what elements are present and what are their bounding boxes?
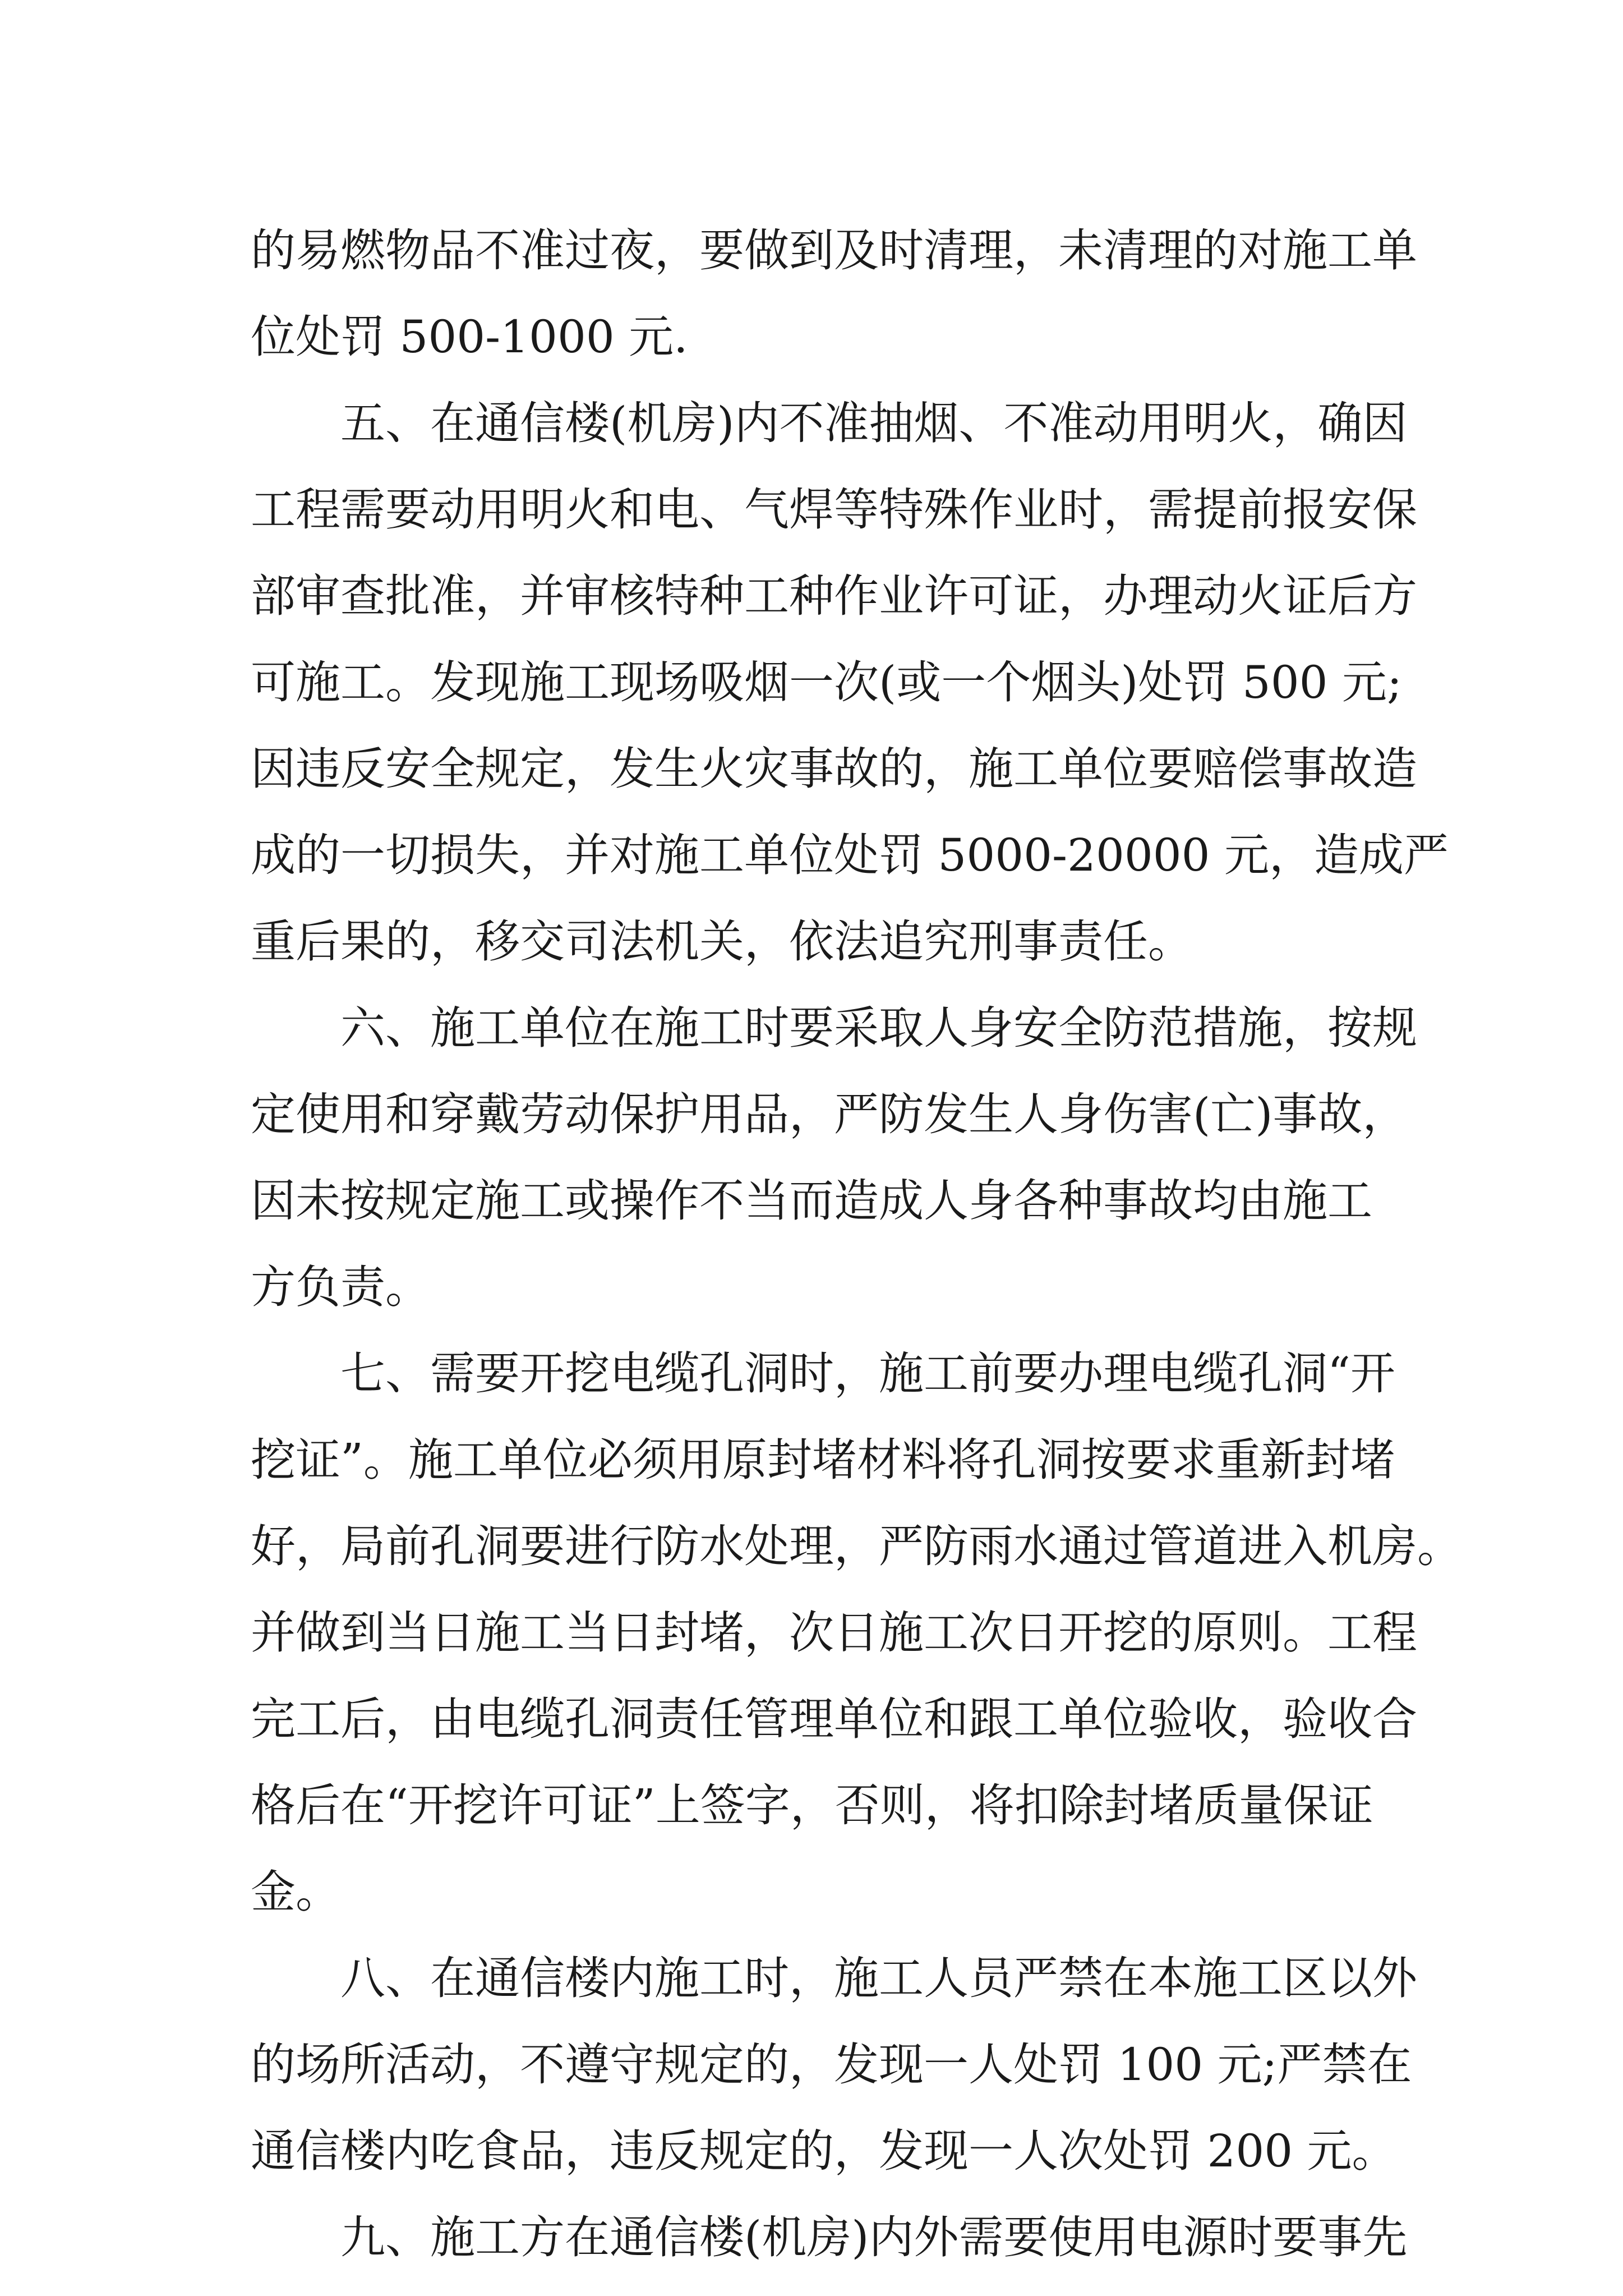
text-line: 挖证”。施工单位必须用原封堵材料将孔洞按要求重新封堵 bbox=[251, 1434, 1395, 1486]
paragraph-8-start: 八、在通信楼内施工时，施工人员严禁在本施工区以外 bbox=[340, 1952, 1417, 2004]
text-line: 金。 bbox=[251, 1866, 340, 1918]
text-line: 部审查批准，并审核特种工种作业许可证，办理动火证后方 bbox=[251, 570, 1417, 622]
text-line: 并做到当日施工当日封堵，次日施工次日开挖的原则。工程 bbox=[251, 1607, 1417, 1659]
text-line: 定使用和穿戴劳动保护用品，严防发生人身伤害(亡)事故， bbox=[251, 1088, 1408, 1140]
text-line: 工程需要动用明火和电、气焊等特殊作业时，需提前报安保 bbox=[251, 484, 1417, 536]
paragraph-9-start: 九、施工方在通信楼(机房)内外需要使用电源时要事先 bbox=[340, 2211, 1408, 2263]
text-line: 可施工。发现施工现场吸烟一次(或一个烟头)处罚 500 元; bbox=[251, 656, 1402, 708]
text-line: 的易燃物品不准过夜，要做到及时清理，未清理的对施工单 bbox=[251, 224, 1417, 277]
text-line: 方负责。 bbox=[251, 1261, 430, 1313]
text-line: 完工后，由电缆孔洞责任管理单位和跟工单位验收，验收合 bbox=[251, 1693, 1417, 1745]
paragraph-5-start: 五、在通信楼(机房)内不准抽烟、不准动用明火，确因 bbox=[340, 397, 1408, 449]
text-line: 好，局前孔洞要进行防水处理，严防雨水通过管道进入机房。 bbox=[251, 1520, 1462, 1572]
paragraph-6-start: 六、施工单位在施工时要采取人身安全防范措施，按规 bbox=[340, 1002, 1417, 1054]
text-line: 因未按规定施工或操作不当而造成人身各种事故均由施工 bbox=[251, 1175, 1372, 1227]
text-line: 重后果的，移交司法机关，依法追究刑事责任。 bbox=[251, 915, 1193, 968]
text-line: 格后在“开挖许可证”上签字，否则，将扣除封堵质量保证 bbox=[251, 1779, 1373, 1832]
text-line: 因违反安全规定，发生火灾事故的，施工单位要赔偿事故造 bbox=[251, 743, 1417, 795]
text-line: 成的一切损失，并对施工单位处罚 5000-20000 元，造成严 bbox=[251, 829, 1449, 881]
text-line: 的场所活动，不遵守规定的，发现一人处罚 100 元;严禁在 bbox=[251, 2039, 1412, 2091]
text-line: 通信楼内吃食品，违反规定的，发现一人次处罚 200 元。 bbox=[251, 2125, 1397, 2177]
text-line: 位处罚 500-1000 元. bbox=[251, 311, 688, 363]
paragraph-7-start: 七、需要开挖电缆孔洞时，施工前要办理电缆孔洞“开 bbox=[340, 1347, 1395, 1400]
